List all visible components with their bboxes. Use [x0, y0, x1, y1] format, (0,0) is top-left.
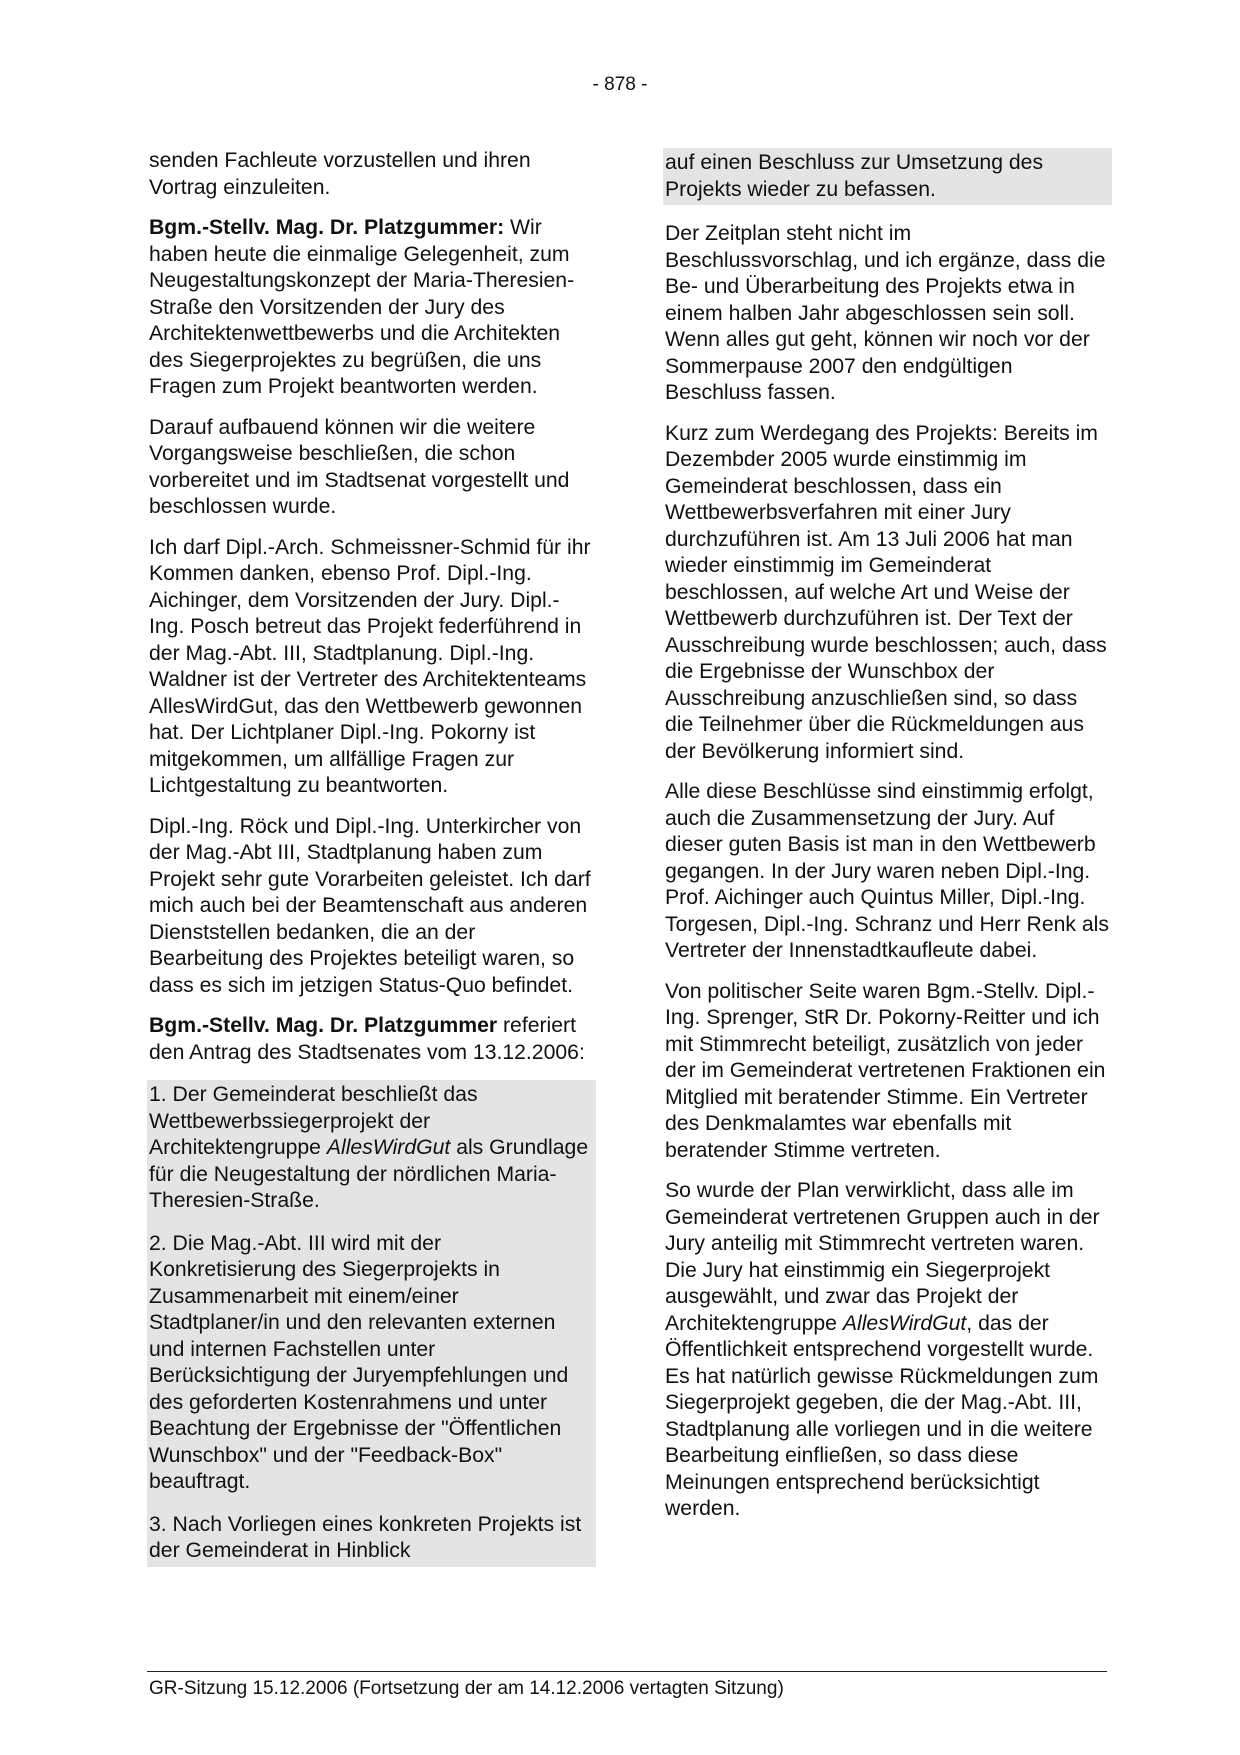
left-column [147, 148, 596, 1567]
footer-divider [147, 1671, 1107, 1672]
paragraph-history: Kurz zum Werdegang des Projekts: Bereits im Dezembder 2005 wurde einstimmig im Gemeinderat beschlossen, dass ein Wettbewerbsverfahren mit einer Jury durchzuführen ist. Am 13 Juli 2006 hat man wieder einstimmig im Gemeinderat beschlossen, auf welche Art und Weise der Wettbewerb durchzuführen ist. Der Text der Ausschreibung wurde beschlossen; auch, dass die Ergebnisse der Wunschbox der Ausschreibung anzuschließen sind, so dass die Teilnehmer über die Rückmeldungen aus der Bevölkerung informiert sind. [665, 421, 1107, 763]
body-text: , das der Öffentlichkeit entsprechend vorgestellt wurde. Es hat natürlich gewisse Rückmeldungen zum Siegerprojekt gegeben, die der Mag.-Abt. III, Stadtplanung alle vorliegen und in die weitere Bearbeitung einfließen, so dass diese Meinungen entsprechend berücksichtigt werden. [665, 1311, 1099, 1520]
footer-session-info: GR-Sitzung 15.12.2006 (Fortsetzung der am 14.12.2006 vertagten Sitzung) [149, 1678, 784, 1699]
motion-item-1 [147, 1080, 596, 1229]
speech-text: Wir haben heute die einmalige Gelegenheit, zum Neugestaltungskonzept der Maria-Theresien-Straße den Vorsitzenden der Jury des Architektenwettbewerbs und die Architekten des Siegerprojektes zu begrüßen, die uns Fragen zum Projekt beantworten werden. [149, 216, 575, 398]
paragraph-thanks: Ich darf Dipl.-Arch. Schmeissner-Schmid für ihr Kommen danken, ebenso Prof. Dipl.-Ing. Aichinger, dem Vorsitzenden der Jury. Dipl.-Ing. Posch betreut das Projekt federführend in der Mag.-Abt. III, Stadtplanung. Dipl.-Ing. Waldner ist der Vertreter des Architektenteams AllesWirdGut, das den Wettbewerb gewonnen hat. Der Lichtplaner Dipl.-Ing. Pokorny ist mitgekommen, um allfällige Fragen zur Lichtgestaltung zu beantworten. [149, 535, 591, 797]
project-name: AllesWirdGut [326, 1136, 451, 1159]
paragraph-acknowledgements: Dipl.-Ing. Röck und Dipl.-Ing. Unterkircher von der Mag.-Abt III, Stadtplanung haben zum Projekt sehr gute Vorarbeiten geleistet. Ich darf mich auch bei der Beamtenschaft aus anderen Dienststellen bedanken, die an der Bearbeitung des Projektes beteiligt waren, so dass es sich im jetzigen Status-Quo befindet. [149, 814, 591, 997]
paragraph-political: Von politischer Seite waren Bgm.-Stellv. Dipl.-Ing. Sprenger, StR Dr. Pokorny-Reitter und ich mit Stimmrecht beteiligt, zusätzlich von jeder der im Gemeinderat vertretenen Fraktionen ein Mitglied mit beratender Stimme. Ein Vertreter des Denkmalamtes war ebenfalls mit beratender Stimme vertreten. [665, 979, 1106, 1162]
motion-item-2: 2. Die Mag.-Abt. III wird mit der Konkretisierung des Siegerprojekts in Zusammenarbeit mit einem/einer Stadtplaner/in und den relevanten externen und internen Fachstellen unter Berücksichtigung der Juryempfehlungen und des geforderten Kostenrahmens und unter Beachtung der Ergebnisse der "Öffentlichen Wunschbox" und der "Feedback-Box" beauftragt. [147, 1229, 596, 1510]
speaker-name: Bgm.-Stellv. Mag. Dr. Platzgummer: [149, 216, 505, 239]
paragraph-outcome [663, 1178, 1112, 1523]
paragraph-platzgummer-greeting [147, 215, 596, 401]
project-name: AllesWirdGut [842, 1311, 967, 1335]
paragraph-intro-continuation: senden Fachleute vorzustellen und ihren Vortrag einzuleiten. [149, 149, 531, 199]
page-number: - 878 - [592, 74, 648, 95]
paragraph-procedure: Darauf aufbauend können wir die weitere Vorgangsweise beschließen, die schon vorbereitet und im Stadtsenat vorgestellt und beschlossen wurde. [149, 415, 570, 518]
motion-text: als Grundlage für die Neugestaltung der nördlichen Maria-Theresien-Straße. [149, 1136, 589, 1212]
motion-text: 1. Der Gemeinderat beschließt das Wettbewerbssiegerprojekt der Architektengruppe [149, 1083, 478, 1159]
speaker-name: Bgm.-Stellv. Mag. Dr. Platzgummer [149, 1014, 498, 1037]
paragraph-jury: Alle diese Beschlüsse sind einstimmig erfolgt, auch die Zusammensetzung der Jury. Auf dieser guten Basis ist man in den Wettbewerb gegangen. In der Jury waren neben Dipl.-Ing. Prof. Aichinger auch Quintus Miller, Dipl.-Ing. Torgesen, Dipl.-Ing. Schranz und Herr Renk als Vertreter der Innenstadtkaufleute dabei. [665, 780, 1109, 962]
paragraph-schedule: Der Zeitplan steht nicht im Beschlussvorschlag, und ich ergänze, dass die Be- und Überarbeitung des Projekts etwa in einem halben Jahr abgeschlossen sein soll. Wenn alles gut geht, können wir noch vor der Sommerpause 2007 den endgültigen Beschluss fassen. [665, 222, 1106, 404]
right-column [663, 148, 1112, 1537]
motion-item-3: 3. Nach Vorliegen eines konkreten Projekts ist der Gemeinderat in Hinblick [147, 1510, 596, 1567]
motion-item-3-continuation: auf einen Beschluss zur Umsetzung des Projekts wieder zu befassen. [663, 148, 1112, 205]
paragraph-motion-intro [147, 1013, 596, 1066]
speech-text: referiert den Antrag des Stadtsenates vom 13.12.2006: [149, 1014, 585, 1064]
body-text: So wurde der Plan verwirklicht, dass alle im Gemeinderat vertretenen Gruppen auch in der Jury anteilig mit Stimmrecht vertreten waren. Die Jury hat einstimmig ein Siegerprojekt ausgewählt, und zwar das Projekt der Architektengruppe [665, 1179, 1100, 1335]
